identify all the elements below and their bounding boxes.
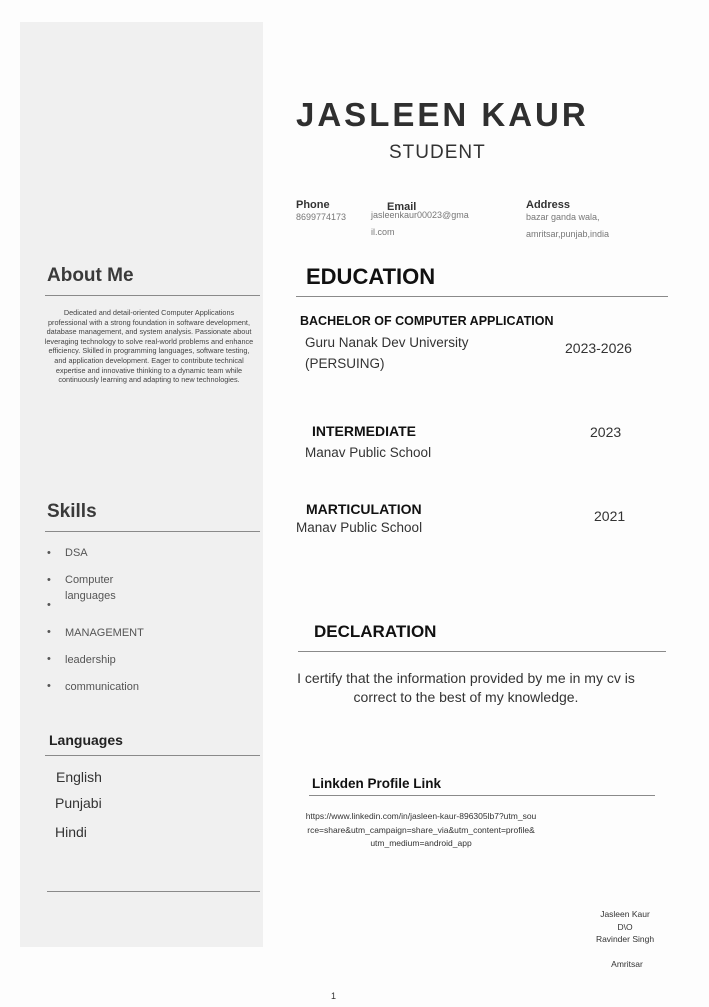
- email-value-line2: il.com: [371, 227, 395, 237]
- degree-status: (PERSUING): [305, 356, 385, 371]
- degree-title: BACHELOR OF COMPUTER APPLICATION: [300, 314, 554, 328]
- linkedin-url[interactable]: https://www.linkedin.com/in/jasleen-kaur-896305lb7?utm_source=share&utm_campaign=share_via&utm_content=profile&utm_medium=android_app: [305, 811, 537, 848]
- signature-place: Amritsar: [611, 959, 643, 969]
- phone-value: 8699774173: [296, 212, 347, 222]
- skill-item: leadership: [65, 654, 116, 666]
- signature-name: Jasleen Kaur: [600, 909, 650, 919]
- about-heading: About Me: [47, 265, 134, 286]
- skill-item: languages: [65, 590, 116, 602]
- candidate-title: STUDENT: [389, 142, 486, 163]
- email-value-line1: jasleenkaur00023@gma: [371, 210, 469, 220]
- phone-label: Phone: [296, 199, 330, 211]
- education-divider: [296, 296, 668, 297]
- linkedin-divider: [309, 795, 655, 796]
- skill-bullet: •: [47, 680, 51, 692]
- skill-item: communication: [65, 681, 139, 693]
- address-line2: amritsar,punjab,india: [526, 229, 610, 239]
- language-item: English: [56, 769, 102, 785]
- declaration-text: I certify that the information provided by me in my cv is correct to the best of my knowledge.: [297, 670, 635, 705]
- matriculation-institution: Manav Public School: [296, 520, 423, 535]
- about-text: Dedicated and detail-oriented Computer Applications professional with a strong foundation in software development, database management, and system analysis. Passionate about leveraging technology to solve real-world problems and enhance efficiency. Skilled in programming languages, software testing, and application development. Eager to contribute technical expertise and innovative thinking to a dynamic team while continuously learning and adapting to new technologies.: [44, 308, 254, 385]
- languages-divider: [45, 755, 260, 756]
- degree-years: 2023-2026: [565, 340, 632, 356]
- intermediate-institution: Manav Public School: [305, 445, 432, 460]
- declaration-heading: DECLARATION: [314, 622, 437, 641]
- language-item: Punjabi: [55, 795, 102, 811]
- intermediate-title: INTERMEDIATE: [312, 423, 416, 439]
- skill-item: MANAGEMENT: [65, 627, 144, 639]
- address-line1: bazar ganda wala,: [526, 212, 600, 222]
- skill-bullet: •: [47, 653, 51, 665]
- skill-bullet: •: [47, 547, 51, 559]
- skill-bullet: •: [47, 574, 51, 586]
- skill-bullet: •: [47, 599, 51, 611]
- languages-heading: Languages: [49, 732, 123, 748]
- education-heading: EDUCATION: [306, 264, 436, 289]
- matriculation-title: MARTICULATION: [306, 501, 422, 517]
- page-number: 1: [331, 991, 337, 1001]
- signature-father: Ravinder Singh: [595, 934, 655, 944]
- language-item: Hindi: [55, 824, 87, 840]
- skill-bullet: •: [47, 626, 51, 638]
- address-label: Address: [526, 199, 571, 211]
- intermediate-year: 2023: [590, 424, 622, 440]
- skills-heading: Skills: [47, 501, 97, 522]
- signature-relation: D\O: [617, 922, 633, 932]
- linkedin-heading: Linkden Profile Link: [312, 776, 442, 791]
- about-divider: [45, 295, 260, 296]
- declaration-divider: [298, 651, 666, 652]
- degree-institution: Guru Nanak Dev University: [305, 335, 469, 350]
- candidate-name: JASLEEN KAUR: [296, 96, 589, 133]
- email-label: Email: [387, 201, 417, 213]
- skills-divider: [45, 531, 260, 532]
- matriculation-year: 2021: [594, 508, 626, 524]
- sidebar-bottom-divider: [47, 891, 260, 892]
- skill-item: Computer: [65, 574, 114, 586]
- skill-item: DSA: [65, 547, 88, 559]
